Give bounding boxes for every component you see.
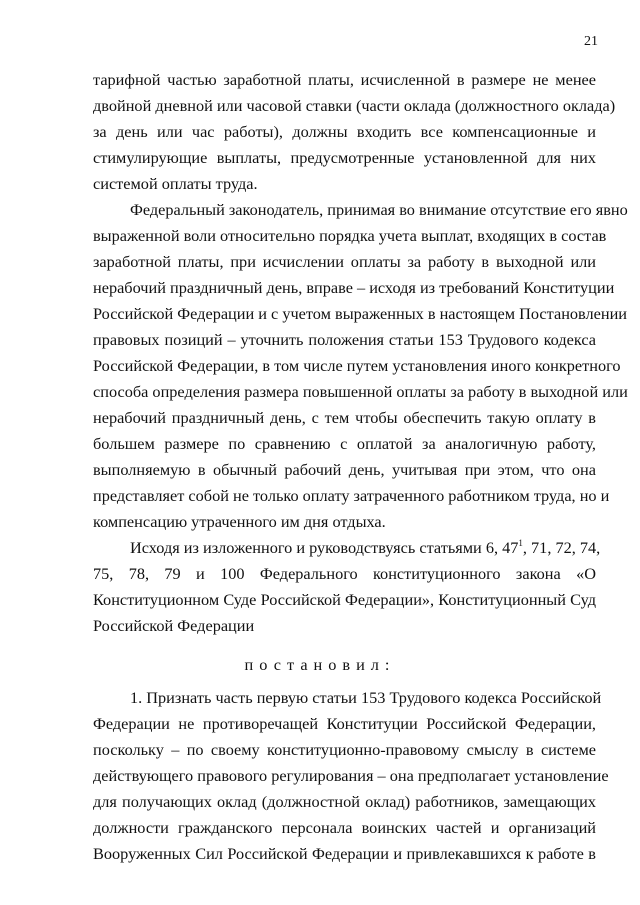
text-line: способа определения размера повышенной оплаты за работу в выходной или xyxy=(93,382,628,401)
text-line: двойной дневной или часовой ставки (части оклада (должностного оклада) xyxy=(93,96,616,115)
page-number: 21 xyxy=(584,34,598,49)
superscript: 1 xyxy=(518,538,523,548)
resolution-heading: постановил: xyxy=(244,655,396,674)
text-line: тарифной частью заработной платы, исчисленной в размере не менее xyxy=(93,70,596,89)
text-line: поскольку – по своему конституционно-правовому смыслу в системе xyxy=(93,740,596,759)
text-line: за день или час работы), должны входить все компенсационные и xyxy=(93,122,596,141)
text-line: 1. Признать часть первую статьи 153 Трудового кодекса Российской xyxy=(130,688,602,707)
text-line: Российской Федерации xyxy=(93,616,255,635)
text-line: нерабочий праздничный день, вправе – исходя из требований Конституции xyxy=(93,278,615,297)
text-line: должности гражданского персонала воинских частей и организаций xyxy=(93,818,596,837)
text-line: Конституционном Суде Российской Федерации», Конституционный Суд xyxy=(93,590,596,609)
text-fragment: Исходя из изложенного и руководствуясь статьями 6, 47 xyxy=(130,538,519,557)
text-line: правовых позиций – уточнить положения статьи 153 Трудового кодекса xyxy=(93,330,596,349)
text-line: представляет собой не только оплату затраченного работником труда, но и xyxy=(93,486,610,505)
text-line: большем размере по сравнению с оплатой за аналогичную работу, xyxy=(93,434,596,453)
text-line: действующего правового регулирования – она предполагает установление xyxy=(93,766,609,785)
text-line: Российской Федерации, в том числе путем установления иного конкретного xyxy=(93,356,621,375)
text-line: стимулирующие выплаты, предусмотренные установленной для них xyxy=(93,148,596,167)
text-line: Федеральный законодатель, принимая во внимание отсутствие его явно xyxy=(130,200,628,219)
text-line: Российской Федерации и с учетом выраженных в настоящем Постановлении xyxy=(93,304,628,323)
text-line: нерабочий праздничный день, с тем чтобы обеспечить такую оплату в xyxy=(93,408,596,427)
text-line: выполняемую в обычный рабочий день, учитывая при этом, что она xyxy=(93,460,596,479)
text-line: Вооруженных Сил Российской Федерации и привлекавшихся к работе в xyxy=(93,844,596,863)
text-line: заработной платы, при исчислении оплаты за работу в выходной или xyxy=(93,252,596,271)
text-line-with-superscript xyxy=(130,538,601,558)
text-line: выраженной воли относительно порядка учета выплат, входящих в состав xyxy=(93,226,607,245)
text-line: Федерации не противоречащей Конституции Российской Федерации, xyxy=(93,714,596,733)
text-line: для получающих оклад (должностной оклад) работников, замещающих xyxy=(93,792,596,811)
text-line: компенсацию утраченного им дня отдыха. xyxy=(93,512,386,531)
text-line: системой оплаты труда. xyxy=(93,174,258,193)
text-fragment: , 71, 72, 74, xyxy=(522,538,601,557)
text-line: 75, 78, 79 и 100 Федерального конституционного закона «О xyxy=(93,564,596,583)
